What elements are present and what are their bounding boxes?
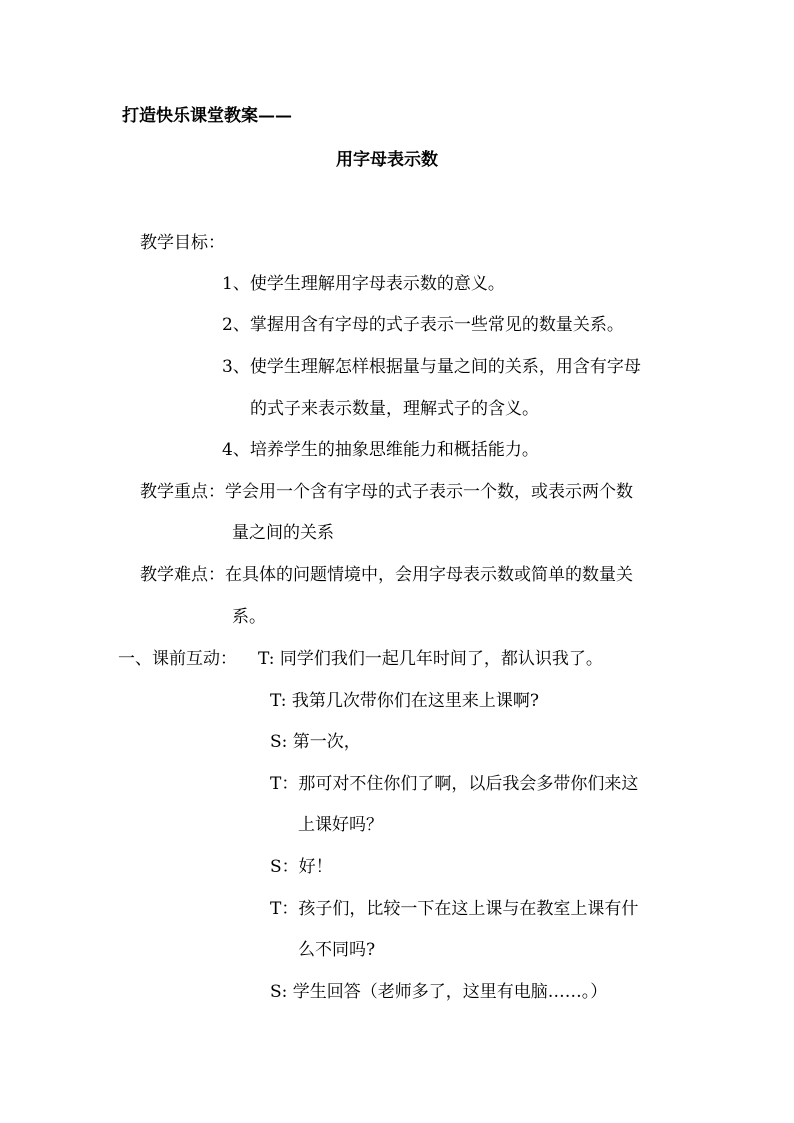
key-point-line: 教学重点：学会用一个含有字母的式子表示一个数，或表示两个数 (140, 482, 633, 502)
objective-item: 的式子来表示数量，理解式子的含义。 (250, 399, 539, 419)
dialogue-line: S：好！ (270, 857, 333, 877)
difficulty-line: 系。 (232, 607, 266, 627)
key-point-line: 量之间的关系 (232, 523, 334, 543)
objective-item: 1、使学生理解用字母表示数的意义。 (222, 274, 505, 294)
dialogue-line: T: 我第几次带你们在这里来上课啊? (270, 691, 539, 711)
difficulty-line: 教学难点：在具体的问题情境中，会用字母表示数或简单的数量关 (140, 565, 633, 585)
dialogue-line: 么不同吗? (298, 940, 376, 960)
doc-title: 用字母表示数 (336, 150, 438, 170)
dialogue-line: T：那可对不住你们了啊，以后我会多带你们来这 (270, 774, 639, 794)
section-heading: 一、课前互动： (118, 649, 237, 669)
dialogue-line: T：孩子们，比较一下在这上课与在教室上课有什 (270, 899, 639, 919)
objective-item: 3、使学生理解怎样根据量与量之间的关系，用含有字母 (222, 357, 641, 377)
dialogue-line: S: 学生回答（老师多了，这里有电脑……。） (270, 982, 608, 1002)
dialogue-line: T: 同学们我们一起几年时间了，都认识我了。 (258, 649, 603, 669)
objective-item: 4、培养学生的抽象思维能力和概括能力。 (222, 440, 539, 460)
doc-header: 打造快乐课堂教案—— (122, 106, 292, 126)
objectives-label: 教学目标： (140, 233, 225, 253)
dialogue-line: S: 第一次， (270, 732, 361, 752)
dialogue-line: 上课好吗？ (298, 815, 383, 835)
objective-item: 2、掌握用含有字母的式子表示一些常见的数量关系。 (222, 315, 624, 335)
